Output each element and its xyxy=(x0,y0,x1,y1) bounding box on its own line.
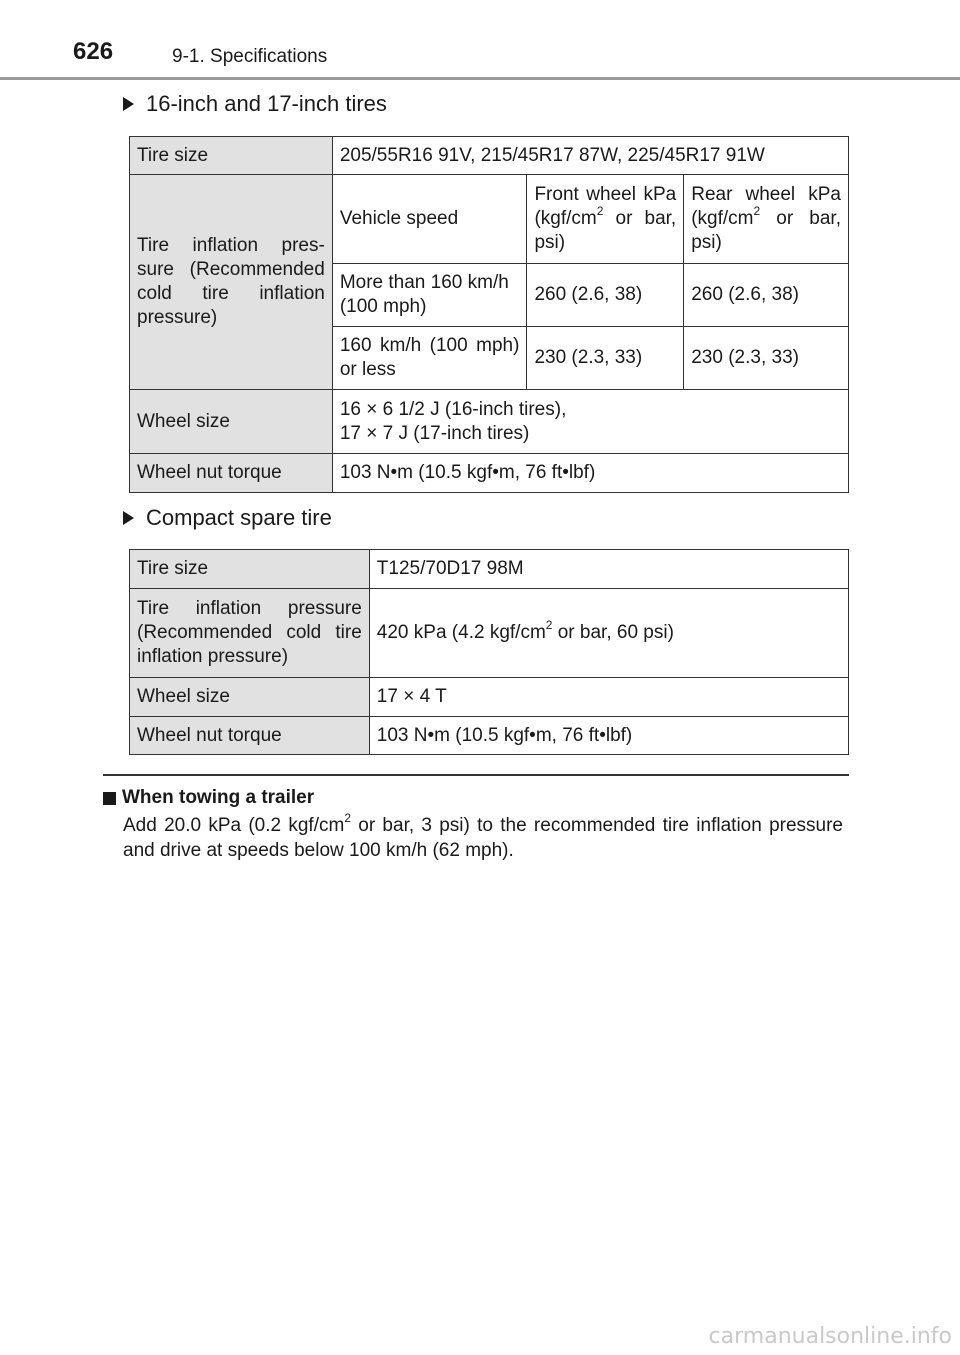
tire-size-value: 205/55R16 91V, 215/45R17 87W, 225/45R17 91W xyxy=(332,137,848,175)
watermark: carmanualsonline.info xyxy=(708,1324,952,1349)
inflation-pressure-label: Tire inflation pres-sure (Recommended cold tire inflation pressure) xyxy=(130,175,333,390)
triangle-bullet-icon xyxy=(123,511,134,525)
header-divider xyxy=(0,77,960,80)
inflation-pressure-tail: or bar, 60 psi) xyxy=(552,622,674,643)
front-wheel-header-tail: or bar, psi) xyxy=(534,208,677,253)
rear-wheel-header xyxy=(684,175,849,264)
speed-cell: More than 160 km/h (100 mph) xyxy=(332,264,527,327)
tire-size-label: Tire size xyxy=(130,137,333,175)
note-body-text: Add 20.0 kPa (0.2 kgf/cm xyxy=(123,815,345,836)
rear-pressure-cell: 230 (2.3, 33) xyxy=(684,327,849,390)
spare-tire-table xyxy=(129,549,849,755)
wheel-size-line-2: 17 × 7 J (17-inch tires) xyxy=(339,422,530,444)
table-row xyxy=(130,390,849,454)
rear-wheel-header-tail: or bar, psi) xyxy=(691,208,841,253)
wheel-size-value: 17 × 4 T xyxy=(369,678,848,717)
spare-tire-heading xyxy=(123,505,332,531)
tires-16-17-heading xyxy=(123,91,387,117)
wheel-nut-torque-label: Wheel nut torque xyxy=(130,454,333,493)
section-title: 9-1. Specifications xyxy=(172,46,328,67)
spare-tire-heading-text: Compact spare tire xyxy=(146,505,332,530)
inflation-pressure-text: 420 kPa (4.2 kgf/cm xyxy=(376,622,546,643)
wheel-size-line-1: 16 × 6 1/2 J (16-inch tires), xyxy=(339,398,567,420)
tire-size-value: T125/70D17 98M xyxy=(369,550,848,589)
speed-cell: 160 km/h (100 mph) or less xyxy=(332,327,527,390)
tire-size-label: Tire size xyxy=(130,550,370,589)
section-divider xyxy=(103,774,849,776)
front-pressure-cell: 260 (2.6, 38) xyxy=(527,264,684,327)
front-wheel-header-text: Front wheel kPa (kgf/cm xyxy=(534,184,677,229)
table-row xyxy=(130,589,849,678)
tires-16-17-heading-text: 16-inch and 17-inch tires xyxy=(146,91,387,116)
note-title xyxy=(103,787,314,809)
table-row xyxy=(130,550,849,589)
table-row xyxy=(130,175,849,264)
table-row xyxy=(130,678,849,717)
front-wheel-header xyxy=(527,175,684,264)
note-body-sup: 2 xyxy=(344,810,351,825)
inflation-pressure-sup: 2 xyxy=(545,617,553,632)
wheel-nut-torque-label: Wheel nut torque xyxy=(130,717,370,755)
page-header xyxy=(0,0,960,80)
wheel-nut-torque-value: 103 N•m (10.5 kgf•m, 76 ft•lbf) xyxy=(332,454,848,493)
note-title-text: When towing a trailer xyxy=(122,787,315,808)
wheel-size-value xyxy=(332,390,848,454)
vehicle-speed-header: Vehicle speed xyxy=(332,175,527,264)
table-row xyxy=(130,454,849,493)
note-body-tail: or bar, 3 psi) to the recommended tire inflation pressure and drive at speeds below 100 km/h (62 mph). xyxy=(123,815,843,861)
front-wheel-header-sup: 2 xyxy=(596,203,604,218)
inflation-pressure-label: Tire inflation pressure (Recommended cold tire inflation pressure) xyxy=(130,589,370,678)
front-pressure-cell: 230 (2.3, 33) xyxy=(527,327,684,390)
note-body xyxy=(123,810,843,863)
table-row xyxy=(130,717,849,755)
rear-wheel-header-sup: 2 xyxy=(753,203,761,218)
table-row xyxy=(130,137,849,175)
wheel-nut-torque-value: 103 N•m (10.5 kgf•m, 76 ft•lbf) xyxy=(369,717,848,755)
square-bullet-icon xyxy=(103,792,116,805)
wheel-size-label: Wheel size xyxy=(130,390,333,454)
inflation-pressure-value xyxy=(369,589,848,678)
triangle-bullet-icon xyxy=(123,97,134,111)
page-number: 626 xyxy=(73,38,114,65)
wheel-size-label: Wheel size xyxy=(130,678,370,717)
tires-16-17-table xyxy=(129,136,849,493)
rear-wheel-header-text: Rear wheel kPa (kgf/cm xyxy=(691,184,841,229)
rear-pressure-cell: 260 (2.6, 38) xyxy=(684,264,849,327)
